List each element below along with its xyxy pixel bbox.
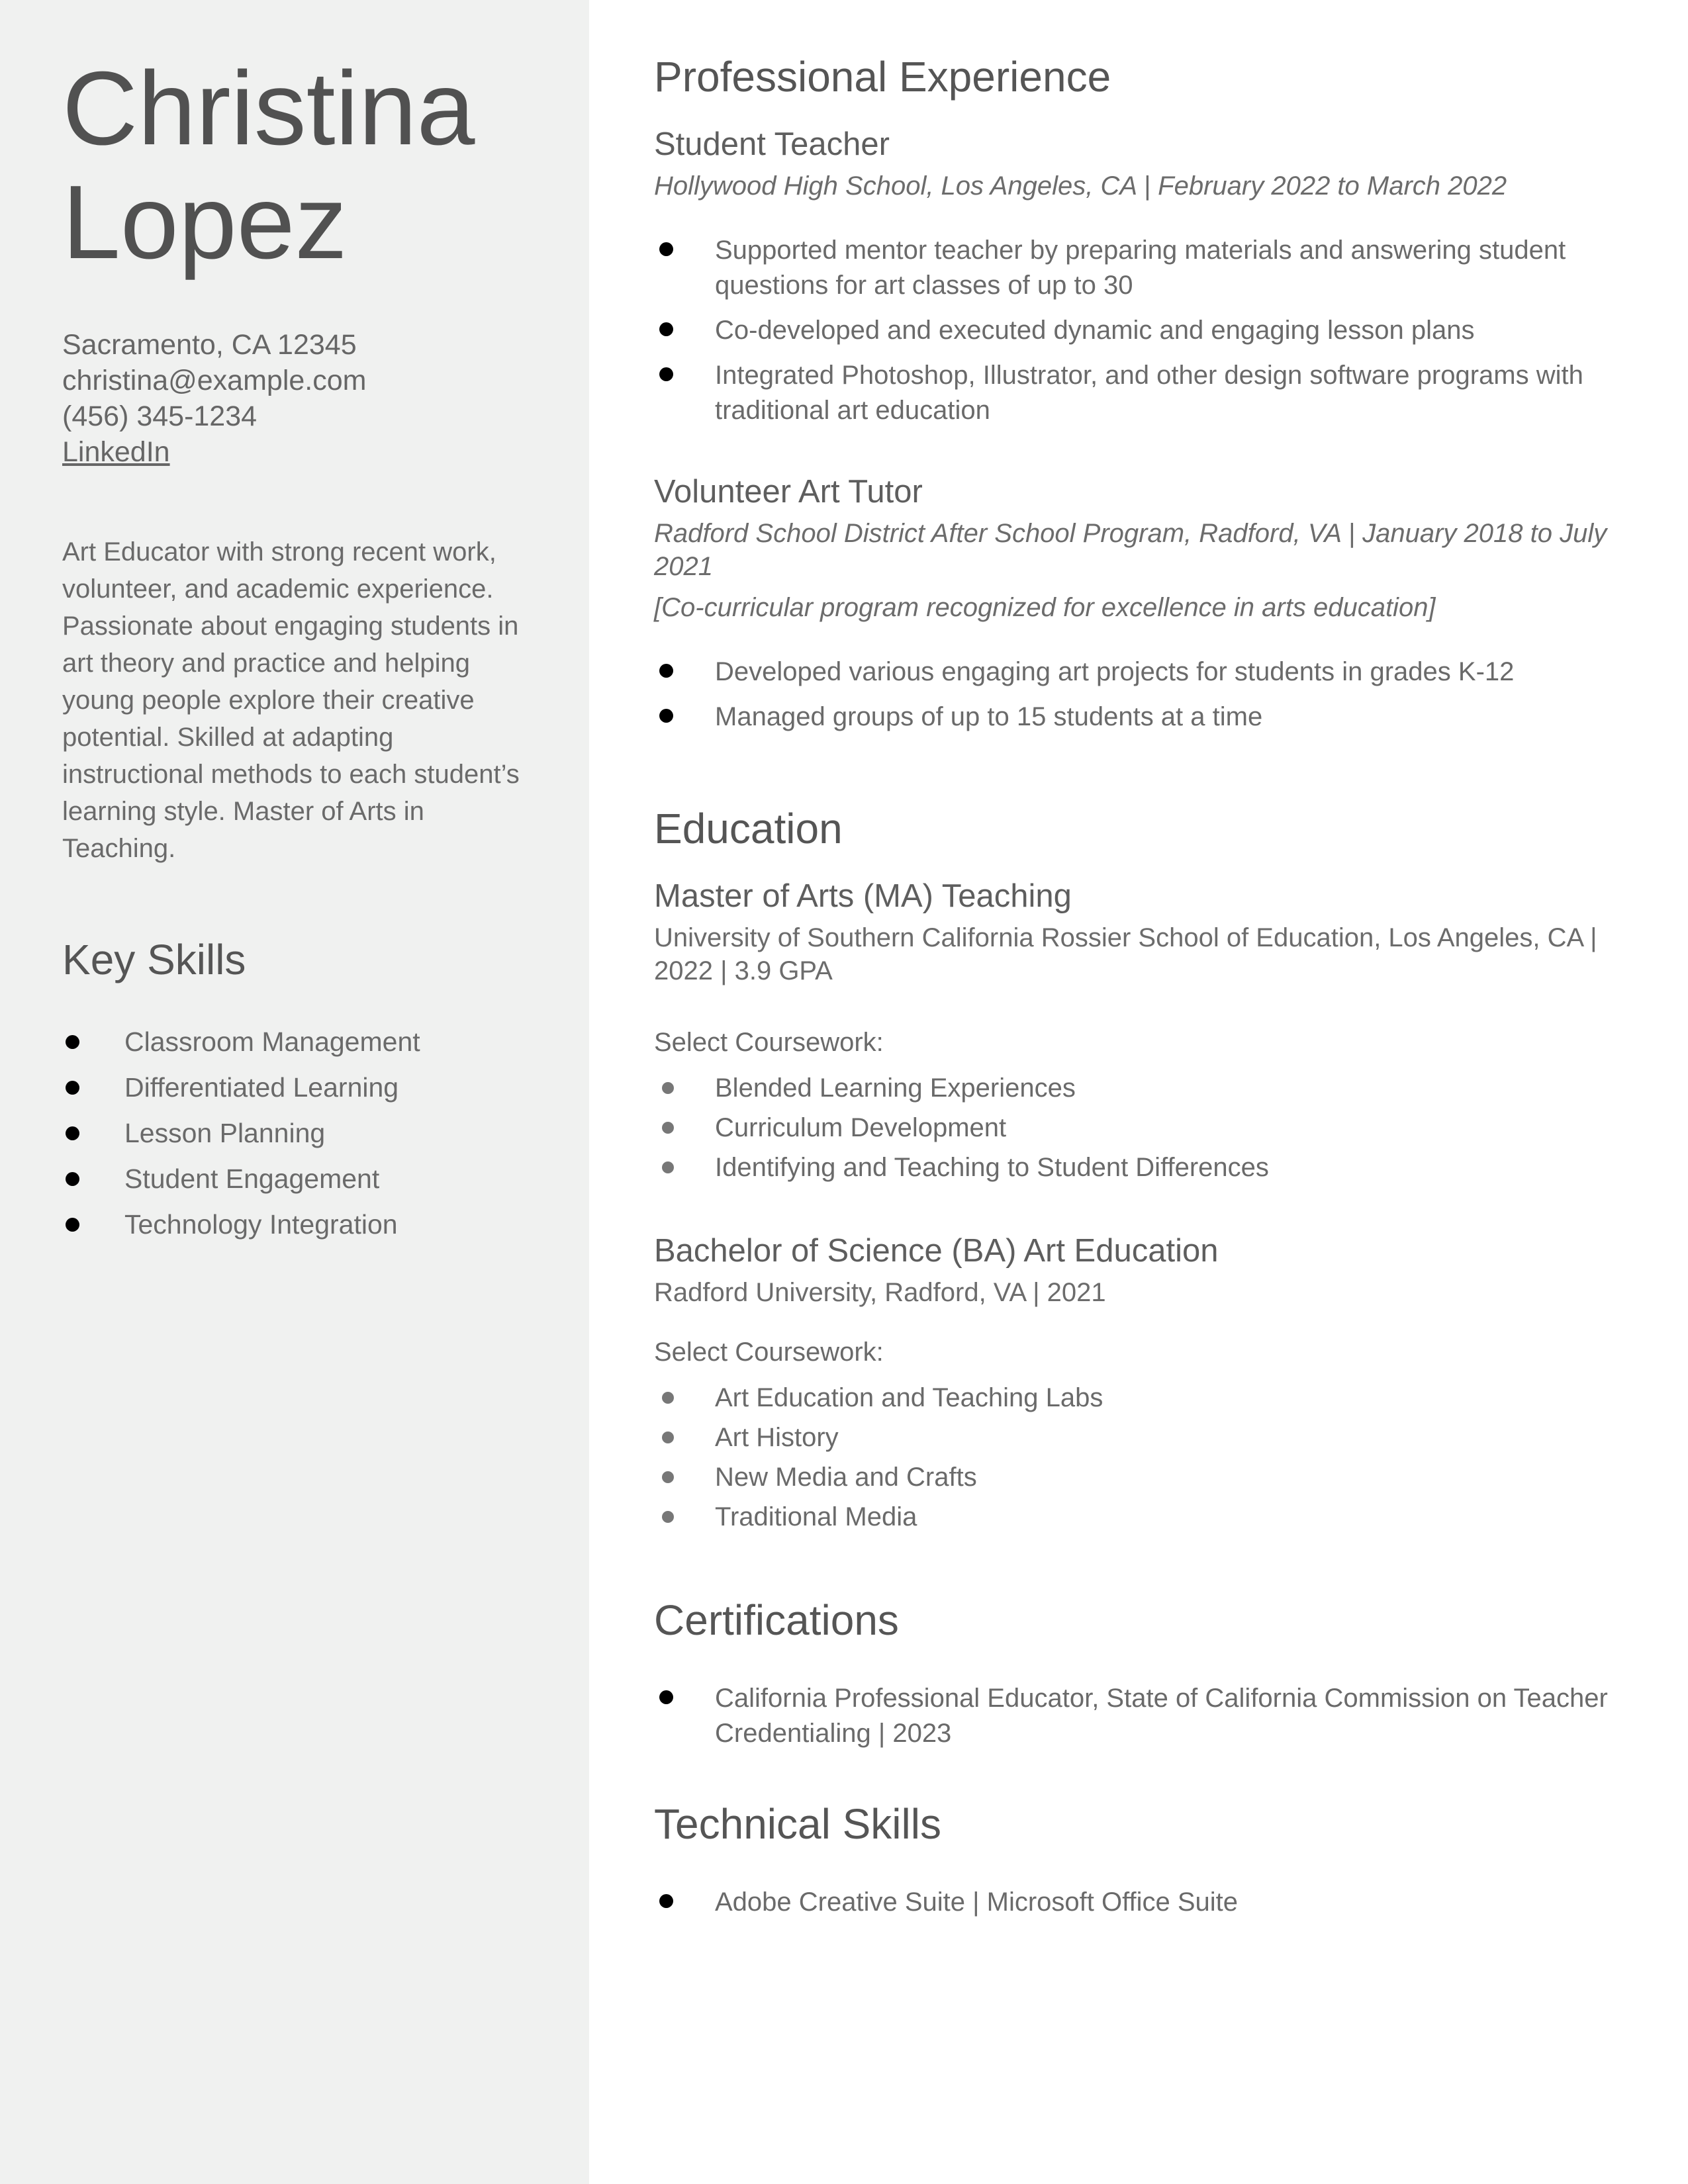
job-bullets (654, 655, 1634, 735)
skill-label: Lesson Planning (124, 1118, 326, 1148)
skill-label: Classroom Management (124, 1026, 420, 1057)
bullet-icon (662, 1082, 674, 1094)
course-label: Identifying and Teaching to Student Differences (715, 1153, 1269, 1182)
course-label: Art History (715, 1423, 839, 1452)
bullet-icon (659, 322, 673, 336)
certifications-list (654, 1681, 1634, 1751)
job-title: Volunteer Art Tutor (654, 474, 923, 510)
bullet-icon (662, 1122, 674, 1134)
job-subtitle: Hollywood High School, Los Angeles, CA | February 2022 to March 2022 (654, 171, 1507, 201)
technical-skills-heading: Technical Skills (654, 1800, 941, 1848)
list-item (654, 700, 1634, 735)
experience-heading: Professional Experience (654, 53, 1111, 101)
bullet-icon (659, 367, 673, 381)
skill-label: Differentiated Learning (124, 1072, 399, 1103)
bullet-icon (66, 1218, 79, 1232)
contact-phone: (456) 345-1234 (62, 400, 258, 432)
course-label: Traditional Media (715, 1502, 917, 1531)
bullet-icon (66, 1081, 79, 1095)
degree-entry (654, 875, 1634, 1187)
course-label: Art Education and Teaching Labs (715, 1383, 1103, 1412)
bullet-text: Developed various engaging art projects for students in grades K-12 (715, 657, 1515, 686)
bullet-icon (659, 1894, 673, 1908)
contact-info (62, 327, 539, 470)
certifications-heading: Certifications (654, 1596, 899, 1644)
skill-label: Student Engagement (124, 1163, 380, 1194)
degree-entry (654, 1230, 1634, 1537)
list-item (62, 1156, 539, 1202)
course-label: Curriculum Development (715, 1113, 1007, 1142)
technical-skills-list (654, 1885, 1634, 1920)
sidebar (0, 0, 589, 2184)
list-item (654, 1497, 1634, 1537)
candidate-name (62, 52, 539, 279)
degree-title: Master of Arts (MA) Teaching (654, 878, 1072, 914)
job-entry (654, 123, 1634, 428)
degree-title: Bachelor of Science (BA) Art Education (654, 1233, 1219, 1269)
coursework-list (654, 1378, 1634, 1537)
list-item (654, 313, 1634, 348)
coursework-list (654, 1068, 1634, 1187)
key-skills-heading: Key Skills (62, 936, 246, 983)
skill-label: Technology Integration (124, 1209, 398, 1240)
job-note: [Co-curricular program recognized for excellence in arts education] (654, 593, 1436, 622)
certification-text: California Professional Educator, State of California Commission on Teacher Credentialing | 2023 (715, 1684, 1608, 1748)
list-item (654, 1681, 1634, 1751)
bullet-icon (659, 242, 673, 256)
bullet-icon (662, 1161, 674, 1173)
bullet-text: Managed groups of up to 15 students at a time (715, 702, 1263, 731)
bullet-icon (659, 1690, 673, 1704)
main-content (654, 46, 1634, 1930)
job-entry (654, 471, 1634, 735)
job-bullets (654, 233, 1634, 428)
list-item (654, 1148, 1634, 1187)
bullet-icon (662, 1392, 674, 1404)
list-item (62, 1065, 539, 1111)
course-label: New Media and Crafts (715, 1463, 977, 1492)
list-item (62, 1019, 539, 1065)
list-item (654, 233, 1634, 303)
list-item (654, 1418, 1634, 1457)
bullet-icon (659, 664, 673, 678)
contact-email[interactable]: christina@example.com (62, 365, 367, 396)
job-title: Student Teacher (654, 126, 890, 162)
list-item (654, 358, 1634, 428)
bullet-text: Integrated Photoshop, Illustrator, and other design software programs with traditional art education (715, 361, 1583, 425)
linkedin-link[interactable]: LinkedIn (62, 436, 170, 468)
list-item (654, 1068, 1634, 1108)
list-item (654, 1457, 1634, 1497)
list-item (654, 1378, 1634, 1418)
bullet-icon (66, 1172, 79, 1186)
bullet-icon (662, 1432, 674, 1443)
bullet-icon (662, 1511, 674, 1523)
bullet-text: Co-developed and executed dynamic and engaging lesson plans (715, 316, 1475, 345)
bullet-text: Supported mentor teacher by preparing materials and answering student questions for art classes of up to 30 (715, 236, 1566, 300)
contact-address: Sacramento, CA 12345 (62, 329, 357, 361)
bullet-icon (66, 1035, 79, 1049)
list-item (62, 1111, 539, 1156)
bullet-icon (66, 1126, 79, 1140)
list-item (654, 1885, 1634, 1920)
course-label: Blended Learning Experiences (715, 1073, 1076, 1103)
degree-school: Radford University, Radford, VA | 2021 (654, 1278, 1106, 1307)
degree-school: University of Southern California Rossier School of Education, Los Angeles, CA | 2022 | 3.9 GPA (654, 923, 1597, 985)
list-item (654, 655, 1634, 690)
coursework-label: Select Coursework: (654, 1338, 884, 1367)
bullet-icon (662, 1471, 674, 1483)
last-name: Lopez (62, 164, 348, 281)
profile-summary: Art Educator with strong recent work, volunteer, and academic experience. Passionate about engaging students in art theory and practice and helping young people explore their creative potential. Skilled at adapting instructional methods to each student’s learning style. Master of Arts in Teaching. (62, 537, 520, 863)
technical-skill-text: Adobe Creative Suite | Microsoft Office Suite (715, 1888, 1239, 1917)
key-skills-list (62, 1019, 539, 1248)
job-subtitle: Radford School District After School Program, Radford, VA | January 2018 to July 2021 (654, 519, 1607, 581)
coursework-label: Select Coursework: (654, 1028, 884, 1057)
bullet-icon (659, 709, 673, 723)
education-heading: Education (654, 805, 843, 852)
sidebar-content (62, 52, 539, 1248)
first-name: Christina (62, 50, 475, 167)
list-item (62, 1202, 539, 1248)
list-item (654, 1108, 1634, 1148)
